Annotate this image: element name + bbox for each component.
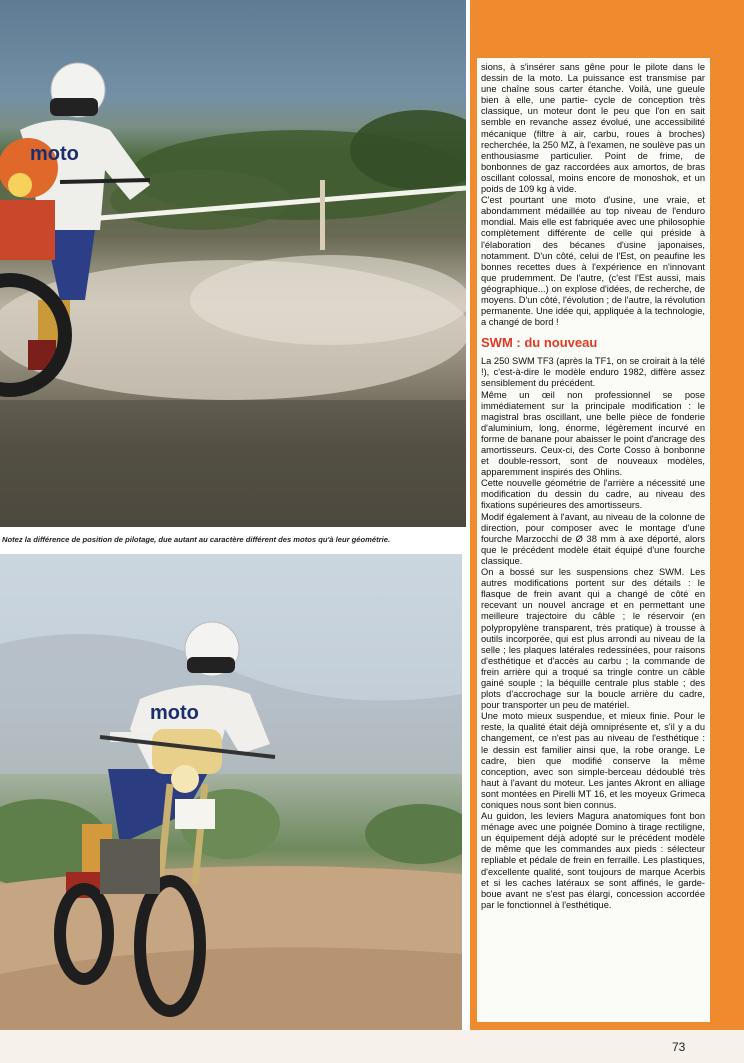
article-paragraph: sions, à s'insérer sans gêne pour le pilote dans le dessin de la moto. La puissance est transmise par une chaîne sous carter étanche. Voilà, une gueule bien à elle, une partie- cycle de conception très classique, un moteur dont le peu que l'on en sait semble en revanche assez évolué, une accessibilité mécanique (filtre à air, carbu, roues à broches) recherchée, la 250 MZ, à l'examen, ne soulève pas un enthousiasme particulier. Point de frime, de bonbonnes de gaz raccordées aux amortos, de bras oscillant colossal, moins encore de monoshok, et un poids de 109 kg à vide. — [481, 62, 705, 195]
article-paragraph: Cette nouvelle géométrie de l'arrière a nécessité une modification du dessin du cadre, au niveau des fixations supérieures des amortisseurs. — [481, 478, 705, 511]
photo-top-illustration — [0, 0, 466, 527]
article-paragraph: Une moto mieux suspendue, et mieux finie. Pour le reste, la qualité était déjà omniprésente et, s'il y a du changement, ce n'est pas au niveau de l'esthétique : le dessin est familier ainsi que, la robe orange. Le cadre, bien que modifié conserve la même conception, avec son simple-berceau dédoublé très haut à l'avant du moteur. Les jantes Akront en alliage sont montées en Pirelli MT 16, et les moyeux Grimeca coniques nous sont bien connus. — [481, 711, 705, 810]
article-text-column — [477, 58, 710, 1022]
photo-bottom-enduro-rider — [0, 554, 462, 1030]
article-paragraph: La 250 SWM TF3 (après la TF1, on se croirait à la télé !), c'est-à-dire le modèle enduro 1982, diffère assez sensiblement du précédent. — [481, 356, 705, 389]
article-paragraph: Même un œil non professionnel se pose immédiatement sur la principale modification : le magistral bras oscillant, une belle pièce de fonderie d'aluminium, long, énorme, légèrement incurvé en forme de banane pour abaisser le point d'ancrage des amortisseurs. Ceux-ci, des Corte Cosso à bonbonne et double-ressort, sont de nouveaux modèles, apparemment inspirés des Ohlins. — [481, 389, 705, 478]
page-number: 73 — [672, 1040, 686, 1054]
rider-bib-text-bottom: moto — [150, 702, 199, 724]
photo-top-enduro-rider — [0, 0, 466, 527]
photo-caption: Notez la différence de position de pilotage, due autant au caractère différent des motos qu'à leur géométrie. — [2, 535, 391, 544]
rider-bib-text-top: moto — [30, 143, 79, 165]
photo-bottom-illustration — [0, 554, 462, 1030]
bottom-margin — [0, 1030, 744, 1063]
article-paragraph: On a bossé sur les suspensions chez SWM. Les autres modifications portent sur des détails : le flasque de frein avant qui a changé de côté en recevant un nouvel ancrage et en permettant une meilleure trajectoire du câble ; le réservoir (en polypropylène transparent, très pratique) à trousse à outils incorporée, qui est plus arrondi au niveau de la selle ; les plaques latérales redessinées, pour raisons d'esthétique et d'accès au carbu ; la commande de frein arrière qui a troqué sa tringle contre un câble gainé souple ; la béquille centrale plus stable ; des plots d'accrochage sur la boucle arrière du cadre, pour transporter un peu de matériel. — [481, 567, 705, 711]
section-heading: SWM : du nouveau — [481, 335, 598, 351]
article-paragraph: Au guidon, les leviers Magura anatomiques font bon ménage avec une poignée Domino à tirage rectiligne, un équipement déjà adopté sur le précédent modèle de même que les commandes aux pieds : sélecteur repliable et pédale de frein en ferraille. Les plastiques, d'excellente qualité, sont toujours de marque Acerbis et si les caches latéraux se sont affinés, le garde-boue avant ne s'est pas élargi, concession accordée par le fonctionnel à l'esthétique. — [481, 811, 705, 910]
article-paragraph: C'est pourtant une moto d'usine, une vraie, et abondamment médaillée au top niveau de l'enduro mondial. Mais elle est fabriquée avec une philosophie complètement différente de celle qui préside à l'élaboration des bécanes d'usine japonaises, notamment. D'un côté, celui de l'Est, on peaufine les bonnes recettes dues à l'expérience en n'innovant que prudemment. De l'autre, (c'est l'Est aussi, mais géographique...) on explose d'idées, de recherche, de moyens. D'un côté, l'évolution ; de l'autre, la révolution permanente. Une idée qui, appliquée à la technologie, a changé de bord ! — [481, 195, 705, 328]
article-paragraph: Modif également à l'avant, au niveau de la colonne de direction, pour composer avec le montage d'une fourche Marzocchi de Ø 38 mm à axe déporté, alors que le précédent modèle était équipé d'une fourche classique. — [481, 511, 705, 566]
